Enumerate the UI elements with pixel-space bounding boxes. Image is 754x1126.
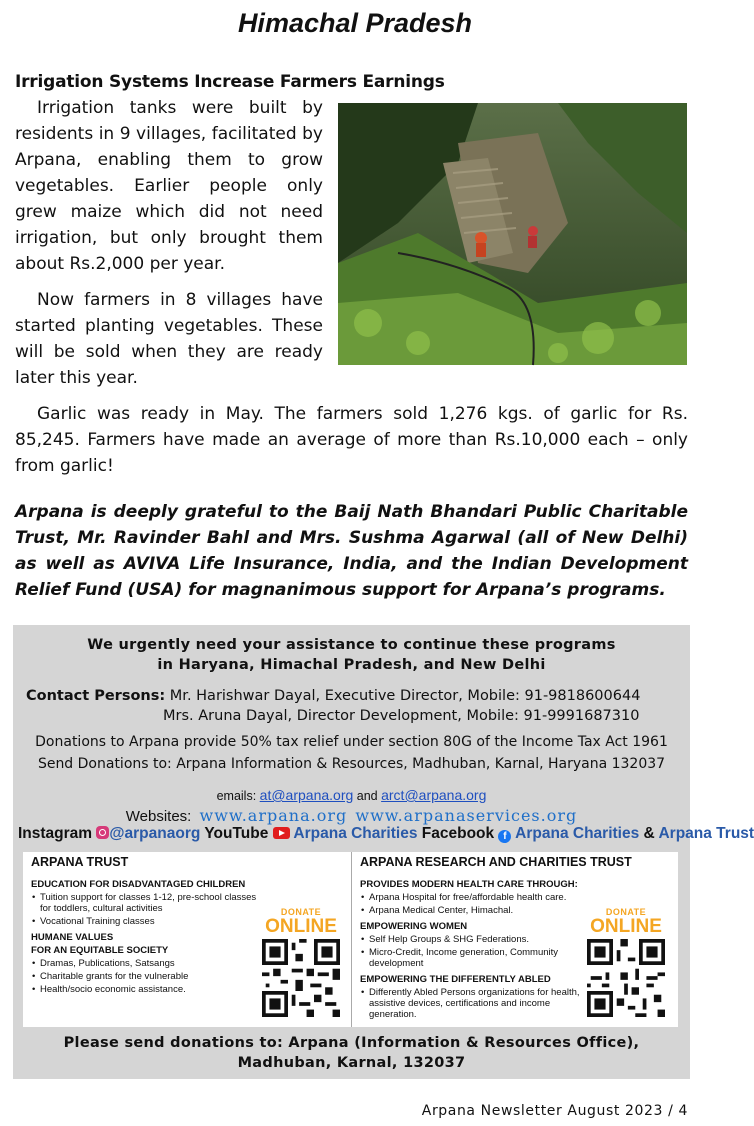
arpana-trust-title: ARPANA TRUST <box>31 855 129 869</box>
list-item: • Micro-Credit, Income generation, Community development <box>360 947 582 969</box>
instagram-handle[interactable]: @arpanaorg <box>109 825 201 842</box>
tax-info <box>13 731 690 775</box>
qr-code-icon[interactable] <box>587 939 665 1017</box>
arpana-trust-column: ARPANA TRUST EDUCATION FOR DISADVANTAGED CHILDREN • Tuition support for classes 1-12, pre-school classes for toddlers, cultural activities • Vocational Training classes HUMANE VALUES FOR AN EQUITABLE SOCIETY • Dramas, Publications, Satsangs • Charitable grants for the vulnerable • Health/socio economic assistance. DONATE ONLINE <box>23 852 351 1027</box>
article-left-column <box>15 95 323 401</box>
facebook-handle-1[interactable]: Arpana Charities <box>515 825 640 842</box>
arpana-research-column: ARPANA RESEARCH AND CHARITIES TRUST PROVIDES MODERN HEALTH CARE THROUGH: • Arpana Hospital for free/affordable health care. • Arpana Medical Center, Himachal. EMPOWERING WOMEN • Self Help Groups & SHG Federations. • Micro-Credit, Income generation, Community development EMPOWERING THE DIFFERENTLY ABLED • Differently Abled Persons organizations for health, assistive devices, certifications and income generation. DONATE ONLINE <box>351 852 678 1027</box>
youtube-icon[interactable] <box>273 827 290 839</box>
contact-1: Mr. Harishwar Dayal, Executive Director, Mobile: 91-9818600644 <box>169 688 641 704</box>
list-item: • Dramas, Publications, Satsangs <box>31 958 263 969</box>
send-line: Send Donations to: Arpana Information & Resources, Madhuban, Karnal, Haryana 132037 <box>37 756 666 772</box>
donation-appeal-panel <box>13 625 754 1079</box>
article-title: Irrigation Systems Increase Farmers Earnings <box>15 72 445 92</box>
farmers-field-photo <box>338 103 687 365</box>
page-title: Himachal Pradesh <box>237 8 473 38</box>
arpana-research-title: ARPANA RESEARCH AND CHARITIES TRUST <box>360 855 632 869</box>
list-item: • Health/socio economic assistance. <box>31 984 263 995</box>
contact-2: Mrs. Aruna Dayal, Director Development, Mobile: 91-9991687310 <box>163 708 640 724</box>
youtube-handle[interactable]: Arpana Charities <box>293 825 418 842</box>
emails-line: emails: at@arpana.org and arct@arpana.org <box>216 787 487 803</box>
donate-online-research[interactable]: DONATE ONLINE <box>584 907 668 1022</box>
acknowledgement-text: Arpana is deeply grateful to the Baij Nath Bhandari Public Charitable Trust, Mr. Ravinder Bahl and Mrs. Sushma Agarwal (all of New Delhi) as well as AVIVA Life Insurance, India, and the Indian Development Relief Fund (USA) for magnanimous support for Arpana’s programs. <box>15 502 688 600</box>
websites-line: Websites: www.arpana.org www.arpanaservices.org <box>125 806 578 825</box>
contact-label: Contact Persons: <box>26 688 166 704</box>
donate-online-trust[interactable]: DONATE ONLINE <box>259 907 343 1022</box>
list-item: • Self Help Groups & SHG Federations. <box>360 934 582 945</box>
list-item: • Tuition support for classes 1-12, pre-school classes for toddlers, cultural activities <box>31 892 263 914</box>
list-item: • Arpana Hospital for free/affordable health care. <box>360 892 582 903</box>
newsletter-footer: Arpana Newsletter August 2023 / 4 <box>421 1103 688 1119</box>
list-item: • Arpana Medical Center, Himachal. <box>360 905 582 916</box>
list-item: • Charitable grants for the vulnerable <box>31 971 263 982</box>
email-link-2[interactable]: arct@arpana.org <box>381 787 487 803</box>
send-donations-footer: Please send donations to: Arpana (Information & Resources Office), Madhuban, Karnal, 132037 <box>63 1035 640 1071</box>
website-link-2[interactable]: www.arpanaservices.org <box>355 806 578 825</box>
article-paragraph-3: Garlic was ready in May. The farmers sold 1,276 kgs. of garlic for Rs. 85,245. Farmers have made an average of more than Rs.10,000 each – only from garlic! <box>15 404 688 476</box>
appeal-heading: We urgently need your assistance to continue these programs in Haryana, Himachal Pradesh, and New Delhi <box>87 637 616 673</box>
facebook-icon[interactable]: f <box>498 830 511 843</box>
list-item: • Vocational Training classes <box>31 916 263 927</box>
programs-card <box>23 852 678 1027</box>
tax-line: Donations to Arpana provide 50% tax relief under section 80G of the Income Tax Act 1961 <box>35 734 668 750</box>
qr-code-icon[interactable] <box>262 939 340 1017</box>
article-paragraph-1: Irrigation tanks were built by residents in 9 villages, facilitated by Arpana, enabling them to grow vegetables. Earlier people only grew maize which did not need irrigation, but only brought them about Rs.2,000 per year. <box>15 98 323 274</box>
list-item: • Differently Abled Persons organizations for health, assistive devices, certifications and income generation. <box>360 987 582 1020</box>
contact-persons <box>26 686 640 726</box>
instagram-icon[interactable] <box>96 826 109 839</box>
facebook-handle-2[interactable]: Arpana Trust <box>658 825 754 842</box>
social-line: Instagram @arpanaorg YouTube Arpana Charities Facebook f Arpana Charities & Arpana Trust <box>18 825 754 842</box>
website-link-1[interactable]: www.arpana.org <box>199 806 348 825</box>
email-link-1[interactable]: at@arpana.org <box>259 787 354 803</box>
article-paragraph-2: Now farmers in 8 villages have started planting vegetables. These will be sold when they are ready later this year. <box>15 290 323 388</box>
